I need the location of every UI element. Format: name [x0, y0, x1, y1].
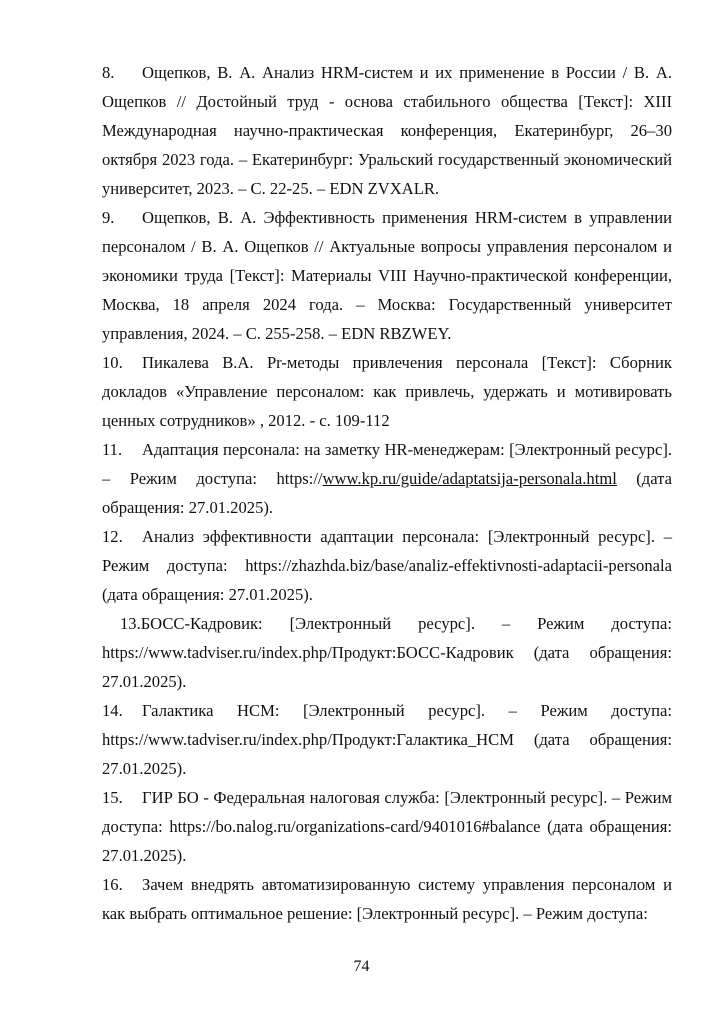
reference-number: 10.	[102, 353, 123, 372]
reference-link[interactable]: www.kp.ru/guide/adaptatsija-personala.html	[322, 469, 617, 488]
reference-item	[102, 783, 672, 870]
reference-number: 12.	[102, 527, 123, 546]
reference-item	[102, 58, 672, 203]
reference-item	[102, 609, 672, 696]
reference-item	[102, 522, 672, 609]
reference-text: Адаптация персонала: на заметку HR-менеджерам: [Электронный ресурс]. – Режим доступа: https://	[102, 440, 672, 488]
reference-list	[102, 58, 672, 928]
reference-item	[102, 203, 672, 348]
reference-number: 11.	[102, 440, 123, 459]
reference-text: Зачем внедрять автоматизированную систему управления персоналом и как выбрать оптимальное решение: [Электронный ресурс]. – Режим доступа:	[102, 875, 672, 923]
reference-item	[102, 435, 672, 522]
reference-number: 15.	[102, 788, 123, 807]
reference-item	[102, 696, 672, 783]
reference-number: 16.	[102, 875, 123, 894]
reference-number: 13.	[120, 614, 141, 633]
reference-number: 9.	[102, 208, 115, 227]
reference-text-tail: (дата обращения: 27.01.2025).	[102, 469, 672, 517]
reference-number: 8.	[102, 63, 115, 82]
reference-item	[102, 348, 672, 435]
reference-text: Ощепков, В. А. Анализ HRM-систем и их применение в России / В. А. Ощепков // Достойный труд - основа стабильного общества [Текст]: XIII Международная научно-практическая конференция, Екатеринбург, 26–30 октября 2023 года. – Екатеринбург: Уральский государственный экономический университет, 2023. – С. 22-25. – EDN ZVXALR.	[102, 63, 672, 198]
reference-text: Пикалева В.А. Pr-методы привлечения персонала [Текст]: Сборник докладов «Управление персоналом: как привлечь, удержать и мотивировать ценных сотрудников» , 2012. - с. 109-112	[102, 353, 672, 430]
reference-text: ГИР БО - Федеральная налоговая служба: [Электронный ресурс]. – Режим доступа: https://bo.nalog.ru/organizations-card/9401016#balance (дата обращения: 27.01.2025).	[102, 788, 672, 865]
page-number: 74	[353, 958, 370, 975]
reference-text: Анализ эффективности адаптации персонала: [Электронный ресурс]. – Режим доступа: https://zhazhda.biz/base/analiz-effektivnosti-adaptacii-personala (дата обращения: 27.01.2025).	[102, 527, 672, 604]
reference-text: БОСС-Кадровик: [Электронный ресурс]. – Режим доступа: https://www.tadviser.ru/index.php/Продукт:БОСС-Кадровик (дата обращения: 27.01.2025).	[102, 614, 672, 691]
reference-number: 14.	[102, 701, 123, 720]
reference-text: Галактика HCM: [Электронный ресурс]. – Режим доступа: https://www.tadviser.ru/index.php/Продукт:Галактика_HCM (дата обращения: 27.01.2025).	[102, 701, 672, 778]
reference-text: Ощепков, В. А. Эффективность применения HRM-систем в управлении персоналом / В. А. Ощепков // Актуальные вопросы управления персоналом и экономики труда [Текст]: Материалы VIII Научно-практической конференции, Москва, 18 апреля 2024 года. – Москва: Государственный университет управления, 2024. – С. 255-258. – EDN RBZWEY.	[102, 208, 672, 343]
reference-item	[102, 870, 672, 928]
